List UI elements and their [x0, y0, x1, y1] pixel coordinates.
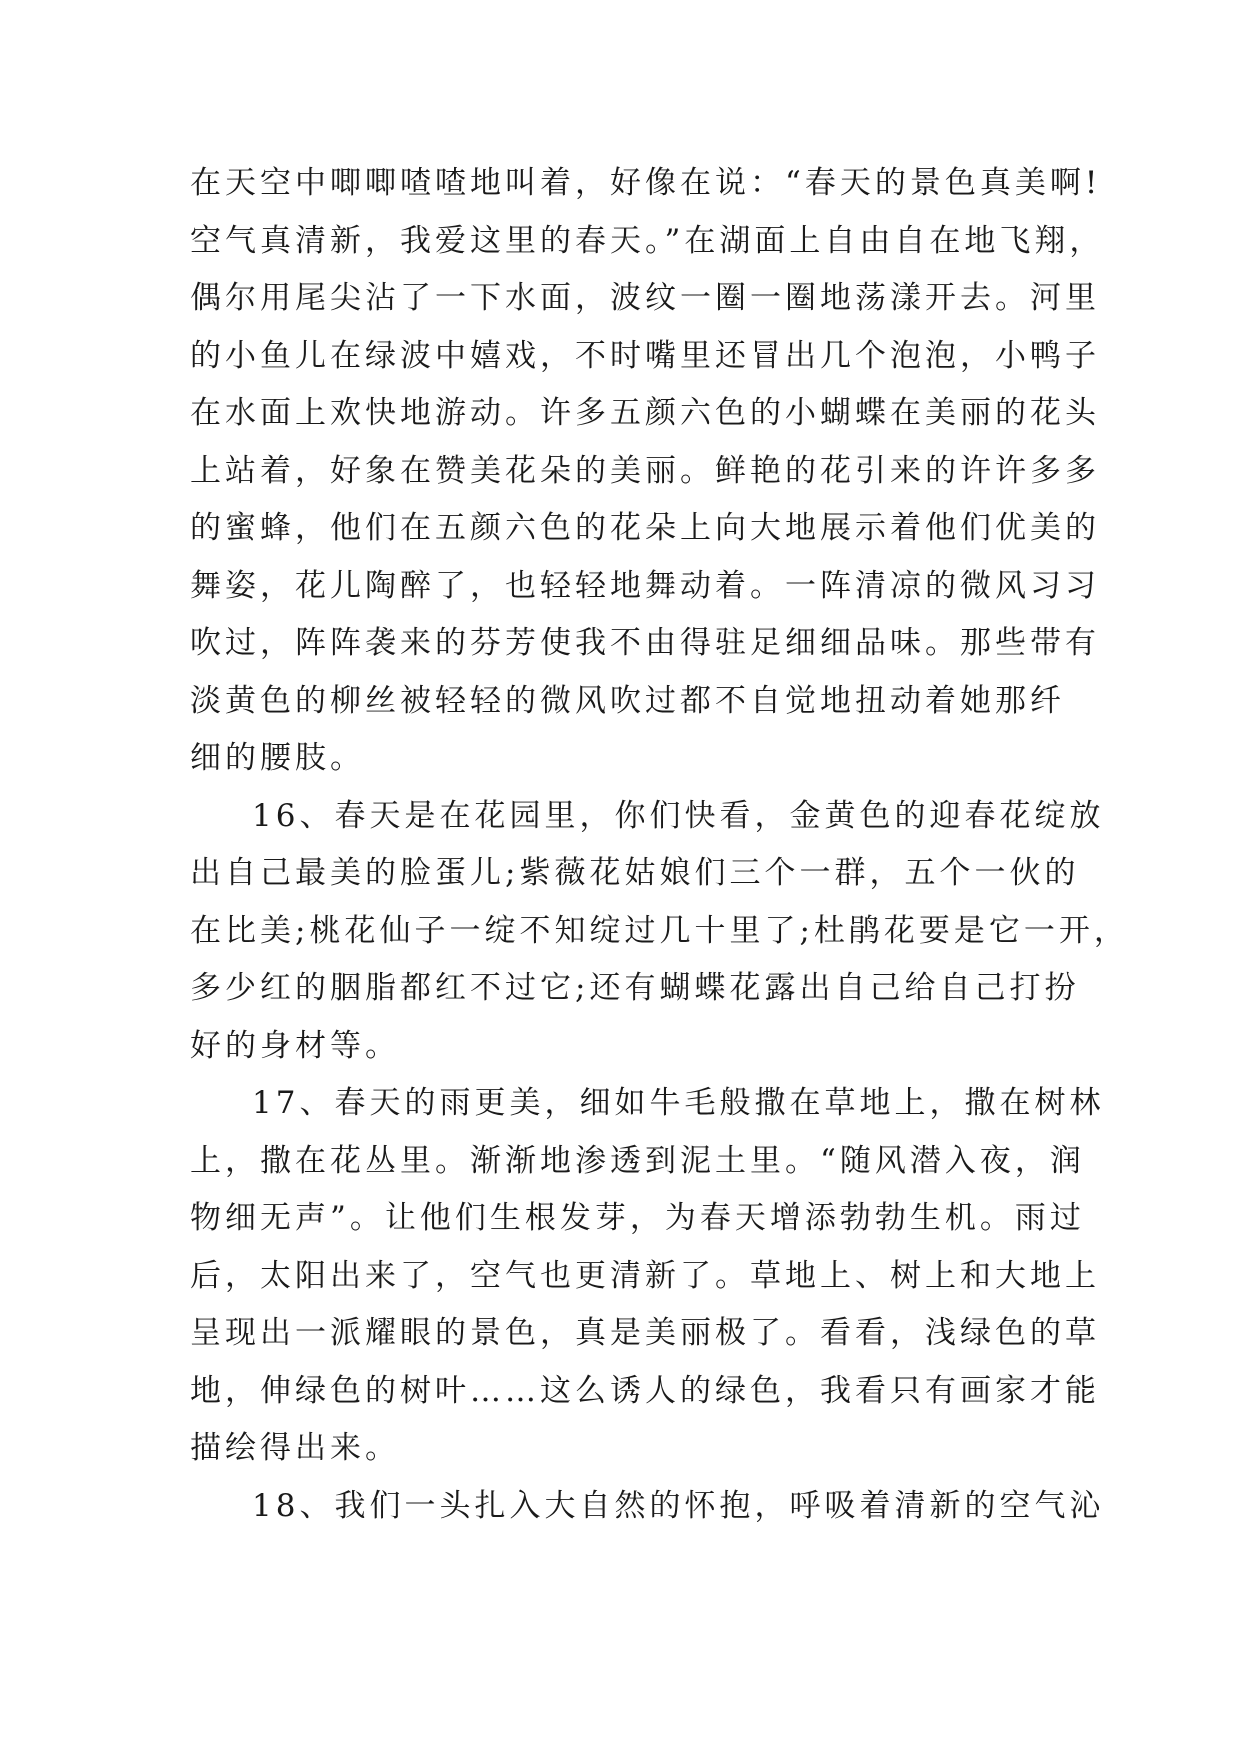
text-line: 在水面上欢快地游动。许多五颜六色的小蝴蝶在美丽的花头 [190, 395, 1100, 431]
text-line: 细的腰肢。 [190, 740, 365, 776]
text-line: 舞姿，花儿陶醉了，也轻轻地舞动着。一阵清凉的微风习习 [190, 567, 1100, 604]
text-line: 18、我们一头扎入大自然的怀抱，呼吸着清新的空气沁 [252, 1487, 1105, 1524]
text-line: 17、春天的雨更美，细如牛毛般撒在草地上，撒在树林 [252, 1085, 1105, 1121]
text-line: 的小鱼儿在绿波中嬉戏，不时嘴里还冒出几个泡泡，小鸭子 [190, 337, 1100, 374]
text-line: 多少红的胭脂都红不过它;还有蝴蝶花露出自己给自己打扮 [190, 970, 1080, 1006]
text-line: 上，撒在花丛里。渐渐地渗透到泥土里。“随风潜入夜，润 [190, 1142, 1085, 1179]
text-line: 的蜜蜂，他们在五颜六色的花朵上向大地展示着他们优美的 [190, 510, 1100, 546]
text-line: 描绘得出来。 [190, 1430, 400, 1466]
text-line: 呈现出一派耀眼的景色，真是美丽极了。看看，浅绿色的草 [190, 1315, 1100, 1351]
text-line: 空气真清新，我爱这里的春天。”在湖面上自由自在地飞翔， [190, 222, 1105, 259]
text-line: 淡黄色的柳丝被轻轻的微风吹过都不自觉地扭动着她那纤 [190, 682, 1065, 719]
text-line: 在比美;桃花仙子一绽不知绽过几十里了;杜鹃花要是它一开， [190, 912, 1129, 949]
text-line: 吹过，阵阵袭来的芬芳使我不由得驻足细细品味。那些带有 [190, 625, 1100, 661]
paragraph-17 [190, 1075, 1105, 1478]
text-line: 物细无声”。让他们生根发芽，为春天增添勃勃生机。雨过 [190, 1200, 1085, 1236]
text-line: 16、春天是在花园里，你们快看，金黄色的迎春花绽放 [252, 797, 1105, 834]
document-body [190, 155, 1129, 1535]
text-line: 在天空中唧唧喳喳地叫着，好像在说：“春天的景色真美啊! [190, 165, 1102, 201]
paragraph-continued [190, 155, 1105, 788]
text-line: 地，伸绿色的树叶……这么诱人的绿色，我看只有画家才能 [190, 1372, 1100, 1409]
text-line: 偶尔用尾尖沾了一下水面，波纹一圈一圈地荡漾开去。河里 [190, 280, 1100, 316]
text-line: 好的身材等。 [190, 1027, 400, 1064]
text-line: 上站着，好象在赞美花朵的美丽。鲜艳的花引来的许许多多 [190, 452, 1100, 489]
text-line: 出自己最美的脸蛋儿;紫薇花姑娘们三个一群，五个一伙的 [190, 855, 1080, 891]
paragraph-18 [190, 1478, 1105, 1536]
paragraph-16 [190, 788, 1129, 1076]
text-line: 后，太阳出来了，空气也更清新了。草地上、树上和大地上 [190, 1257, 1100, 1294]
